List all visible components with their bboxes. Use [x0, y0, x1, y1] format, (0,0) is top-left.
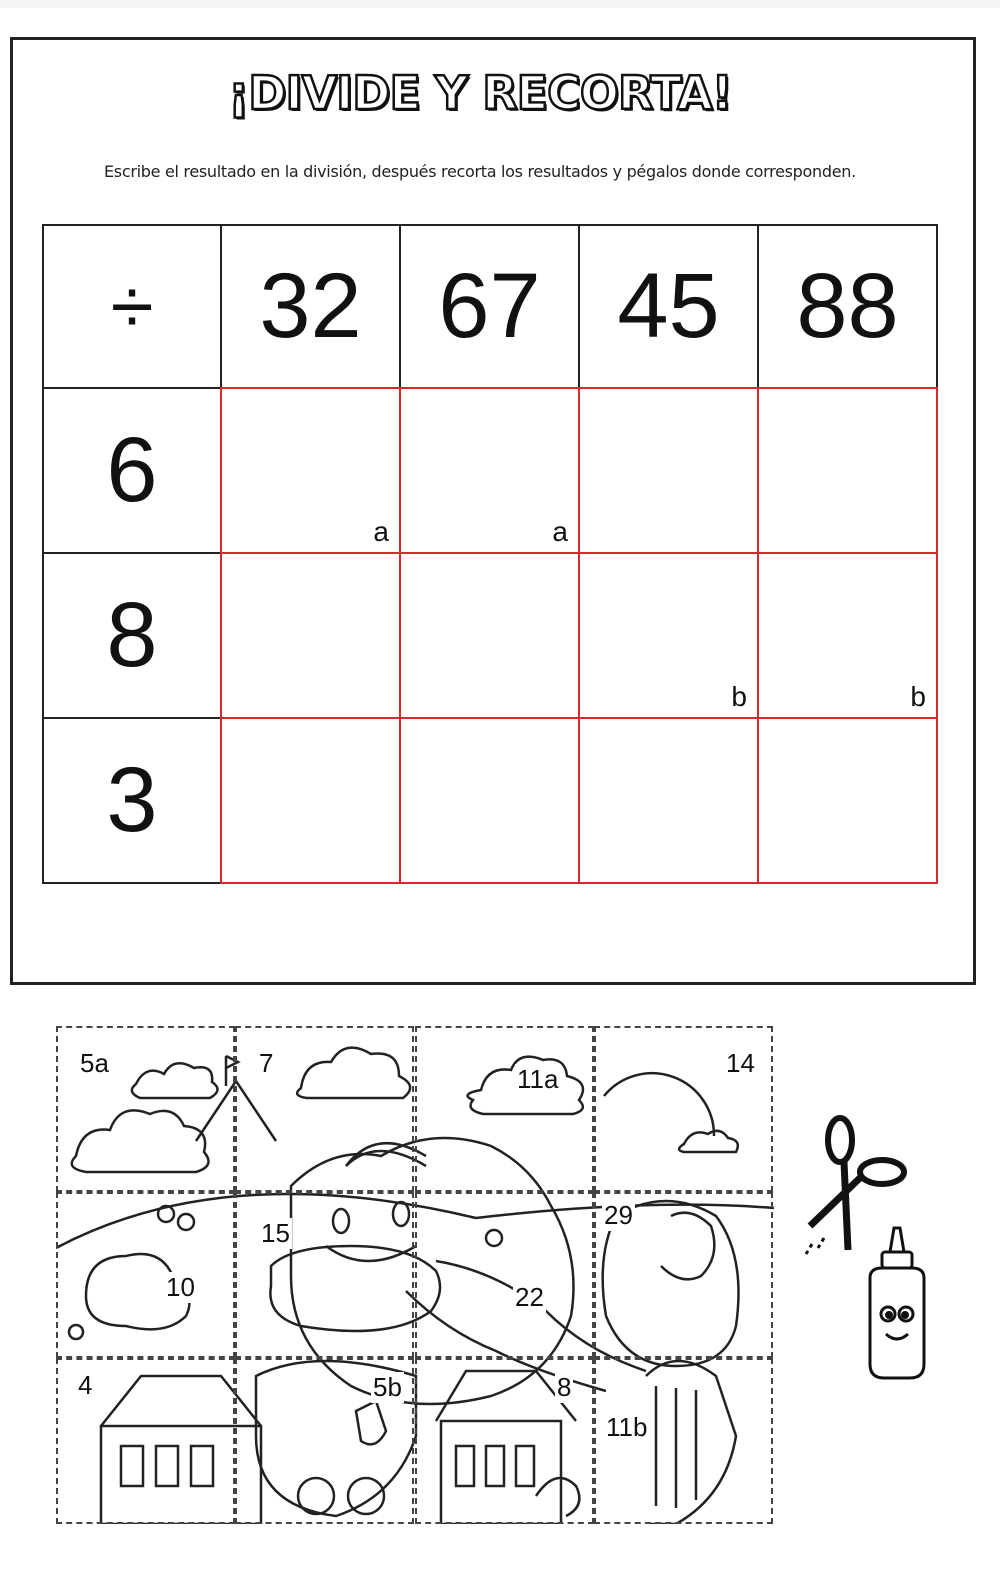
divisor-cell: 3	[42, 717, 222, 884]
piece-label: 15	[261, 1218, 290, 1248]
answer-cell[interactable]	[757, 717, 938, 884]
cell-tag: b	[910, 681, 926, 712]
piece-label: 29	[604, 1200, 633, 1230]
piece-label: 22	[515, 1282, 544, 1312]
puzzle-piece[interactable]	[235, 1192, 414, 1358]
puzzle-piece[interactable]	[415, 1358, 594, 1524]
puzzle-piece[interactable]	[235, 1026, 414, 1192]
answer-cell[interactable]	[399, 387, 580, 554]
puzzle-piece[interactable]	[56, 1026, 235, 1192]
puzzle-piece[interactable]	[235, 1358, 414, 1524]
puzzle-piece[interactable]	[594, 1192, 773, 1358]
answer-cell[interactable]	[220, 387, 401, 554]
puzzle-piece[interactable]	[415, 1026, 594, 1192]
answer-cell[interactable]	[220, 552, 401, 719]
divisor-cell: 6	[42, 387, 222, 554]
piece-label: 11a	[517, 1064, 559, 1094]
dividend-cell: 88	[757, 224, 938, 389]
top-band	[0, 0, 1000, 8]
dividend-cell: 67	[399, 224, 580, 389]
answer-cell[interactable]	[399, 717, 580, 884]
puzzle-piece[interactable]	[594, 1026, 773, 1192]
cell-tag: a	[373, 516, 389, 547]
cell-tag: a	[552, 516, 568, 547]
answer-cell[interactable]	[578, 387, 759, 554]
piece-label: 7	[259, 1048, 274, 1078]
glue-bottle-icon	[856, 1222, 946, 1392]
answer-cell[interactable]	[578, 717, 759, 884]
answer-cell[interactable]	[757, 552, 938, 719]
piece-label: 10	[166, 1272, 195, 1302]
puzzle-piece[interactable]	[415, 1192, 594, 1358]
instructions: Escribe el resultado en la división, después recorta los resultados y pégalos donde corresponden.	[104, 162, 856, 181]
cell-tag: b	[731, 681, 747, 712]
worksheet-title: ¡DIVIDE Y RECORTA!	[228, 66, 732, 120]
piece-label: 11b	[606, 1412, 648, 1442]
puzzle-piece[interactable]	[594, 1358, 773, 1524]
piece-label: 5b	[373, 1372, 402, 1402]
divisor-cell: 8	[42, 552, 222, 719]
dividend-cell: 32	[220, 224, 401, 389]
answer-cell[interactable]	[220, 717, 401, 884]
answer-cell[interactable]	[757, 387, 938, 554]
piece-label: 4	[78, 1370, 93, 1400]
piece-label: 14	[726, 1048, 755, 1078]
operator-cell: ÷	[42, 224, 222, 389]
puzzle-piece[interactable]	[56, 1192, 235, 1358]
answer-cell[interactable]	[399, 552, 580, 719]
piece-label: 8	[557, 1372, 572, 1402]
tools-area	[800, 1110, 950, 1410]
dividend-cell: 45	[578, 224, 759, 389]
cutout-puzzle	[56, 1026, 774, 1524]
piece-label: 5a	[80, 1048, 109, 1078]
answer-cell[interactable]	[578, 552, 759, 719]
puzzle-piece[interactable]	[56, 1358, 235, 1524]
